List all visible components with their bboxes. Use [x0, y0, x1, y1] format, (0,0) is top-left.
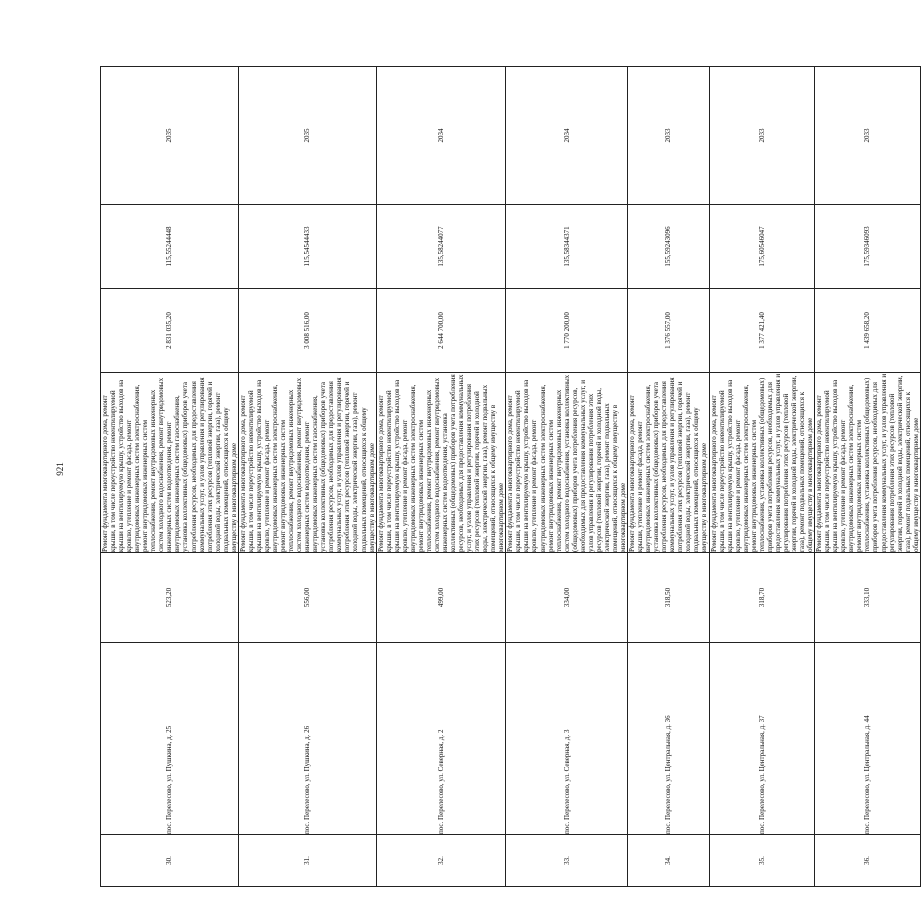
row-works: Ремонт фундамента многоквартирного дома, ремонт крыши, утепление и ремонт фасада, ремонт внутридомовых инженерных систем электроснабжения, установка коллективных (общедомовых) приборов учета потребления ресурсов, необходимых для предоставления коммунальных услуг, и узлов управления и регулирования потребления этих ресурсов (тепловой энергии, горячей и холодной воды, электрической энергии, газа), ремонт подвальных помещений, относящихся к общему имуществу в многоквартирном доме	[628, 373, 709, 553]
row-cost: 1 377 421,40	[709, 289, 815, 373]
row-address: пос. Перелесово, ул. Центральная, д. 37	[709, 643, 815, 835]
table-row	[101, 67, 239, 887]
table-row	[376, 67, 506, 887]
row-address: пос. Перелесово, ул. Северная, д. 2	[376, 643, 506, 835]
row-cost: 1 439 658,20	[815, 289, 921, 373]
row-area: 556,00	[238, 553, 376, 643]
row-address: пос. Перелесово, ул. Пушкина, д. 26	[238, 643, 376, 835]
row-cost: 1 770 200,00	[506, 289, 628, 373]
row-unit-cost: 115,55244448	[101, 205, 239, 289]
row-number: 33.	[506, 835, 628, 887]
row-cost: 3 008 516,00	[238, 289, 376, 373]
row-works: Ремонт фундамента многоквартирного дома, ремонт крыши, в том числе переустройство невентилируемой крыши на вентилируемую крышу, устройство выходов на кровлю, утепление и ремонт фасада, ремонт внутридомовых инженерных систем электроснабжения, ремонт внутридомовых инженерных систем теплоснабжения, ремонт внутридомовых инженерных систем холодного водоснабжения, ремонт внутридомовых инженерных систем водоотведения, ремонт внутридомовых инженерных систем газоснабжения, установка коллективных (общедомовых) приборов учета потребления ресурсов, необходимых для предоставления коммунальных услуг, и узлов управления и регулирования потребления этих ресурсов (тепловой энергии, горячей и холодной воды, электрической энергии, газа), ремонт подвальных помещений, относящихся к общему имуществу в многоквартирном доме	[101, 373, 239, 553]
row-unit-cost: 175,60546047	[709, 205, 815, 289]
row-unit-cost: 115,54544433	[238, 205, 376, 289]
row-area: 334,00	[506, 553, 628, 643]
row-area: 318,50	[628, 553, 709, 643]
row-cost: 1 376 557,00	[628, 289, 709, 373]
row-area: 523,20	[101, 553, 239, 643]
table-row	[815, 67, 921, 887]
row-unit-cost: 155,59243096	[628, 205, 709, 289]
row-year: 2035	[101, 67, 239, 205]
row-year: 2034	[376, 67, 506, 205]
row-cost: 2 644 700,00	[376, 289, 506, 373]
row-works: Ремонт фундамента многоквартирного дома, ремонт крыши, в том числе переустройство невентилируемой крыши на вентилируемую крышу, устройство выходов на кровлю, утепление и ремонт фасада, ремонт внутридомовых инженерных систем электроснабжения, ремонт внутридомовых инженерных систем теплоснабжения, ремонт внутридомовых инженерных систем холодного водоснабжения, ремонт внутридомовых инженерных систем водоотведения, ремонт внутридомовых инженерных систем газоснабжения, установка коллективных (общедомовых) приборов учета потребления ресурсов, необходимых для предоставления коммунальных услуг, и узлов управления и регулирования потребления этих ресурсов (тепловой энергии, горячей и холодной воды, электрической энергии, газа), ремонт подвальных помещений, относящихся к общему имуществу в многоквартирном доме	[238, 373, 376, 553]
row-area: 333,10	[815, 553, 921, 643]
table-row	[506, 67, 628, 887]
row-area: 318,70	[709, 553, 815, 643]
row-number: 30.	[101, 835, 239, 887]
row-number: 35.	[709, 835, 815, 887]
row-works: Ремонт фундамента многоквартирного дома, ремонт крыши, в том числе переустройство невентилируемой крыши на вентилируемую крышу, устройство выходов на кровлю, утепление и ремонт фасада, ремонт внутридомовых инженерных систем электроснабжения, ремонт внутридомовых инженерных систем теплоснабжения, ремонт внутридомовых инженерных систем холодного водоснабжения, установка коллективных (общедомовых) приборов учета потребления ресурсов, необходимых для предоставления коммунальных услуг, и узлов управления и регулирования потребления этих ресурсов (тепловой энергии, горячей и холодной воды, электрической энергии, газа), ремонт подвальных помещений, относящихся к общему имуществу в многоквартирном доме	[506, 373, 628, 553]
row-address: пос. Перелесово, ул. Центральная, д. 36	[628, 643, 709, 835]
row-year: 2035	[238, 67, 376, 205]
row-address: пос. Перелесово, ул. Центральная, д. 44	[815, 643, 921, 835]
row-works: Ремонт фундамента многоквартирного дома, ремонт крыши, в том числе переустройство невентилируемой крыши на вентилируемую крышу, устройство выходов на кровлю, утепление и ремонт фасада, ремонт внутридомовых инженерных систем электроснабжения, ремонт внутридомовых инженерных систем теплоснабжения, установка коллективных (общедомовых) приборов учета потребления ресурсов, необходимых для предоставления коммунальных услуг, и узлов управления и регулирования потребления этих ресурсов (тепловой энергии, горячей и холодной воды, электрической энергии, газа), ремонт подвальных помещений, относящихся к общему имуществу в многоквартирном доме	[815, 373, 920, 552]
row-works: Ремонт фундамента многоквартирного дома, ремонт крыши, в том числе переустройство невентилируемой крыши на вентилируемую крышу, устройство выходов на кровлю, утепление и ремонт фасада, ремонт внутридомовых инженерных систем электроснабжения, ремонт внутридомовых инженерных систем теплоснабжения, установка коллективных (общедомовых) приборов учета потребления ресурсов, необходимых для предоставления коммунальных услуг, и узлов управления и регулирования потребления этих ресурсов (тепловой энергии, горячей и холодной воды, электрической энергии, газа), ремонт подвальных помещений, относящихся к общему имуществу в многоквартирном доме	[709, 373, 815, 552]
row-unit-cost: 135,58344371	[506, 205, 628, 289]
row-number: 31.	[238, 835, 376, 887]
row-cost: 2 831 035,20	[101, 289, 239, 373]
row-number: 36.	[815, 835, 921, 887]
table-row	[709, 67, 815, 887]
row-unit-cost: 135,58244077	[376, 205, 506, 289]
table-row	[628, 67, 709, 887]
row-year: 2033	[709, 67, 815, 205]
registry-table	[100, 66, 921, 887]
row-number: 32.	[376, 835, 506, 887]
row-number: 34.	[628, 835, 709, 887]
row-works: Ремонт фундамента многоквартирного дома, ремонт крыши, в том числе переустройство невентилируемой крыши на вентилируемую крышу, устройство выходов на кровлю, утепление и ремонт фасада, ремонт внутридомовых инженерных систем электроснабжения, ремонт внутридомовых инженерных систем теплоснабжения, ремонт внутридомовых инженерных систем холодного водоснабжения, ремонт внутридомовых инженерных систем водоотведения, установка коллективных (общедомовых) приборов учета потребления ресурсов, необходимых для предоставления коммунальных услуг, и узлов управления и регулирования потребления этих ресурсов (тепловой энергии, горячей и холодной воды, электрической энергии, газа), ремонт подвальных помещений, относящихся к общему имуществу в многоквартирном доме	[376, 374, 506, 552]
table-row	[238, 67, 376, 887]
row-address: пос. Перелесово, ул. Пушкина, д. 25	[101, 643, 239, 835]
row-year: 2034	[506, 67, 628, 205]
page-number: 921	[55, 462, 65, 476]
row-area: 499,00	[376, 553, 506, 643]
row-address: пос. Перелесово, ул. Северная, д. 3	[506, 643, 628, 835]
row-year: 2033	[628, 67, 709, 205]
registry-table-wrapper	[100, 67, 920, 887]
row-year: 2033	[815, 67, 921, 205]
row-unit-cost: 175,59346093	[815, 205, 921, 289]
